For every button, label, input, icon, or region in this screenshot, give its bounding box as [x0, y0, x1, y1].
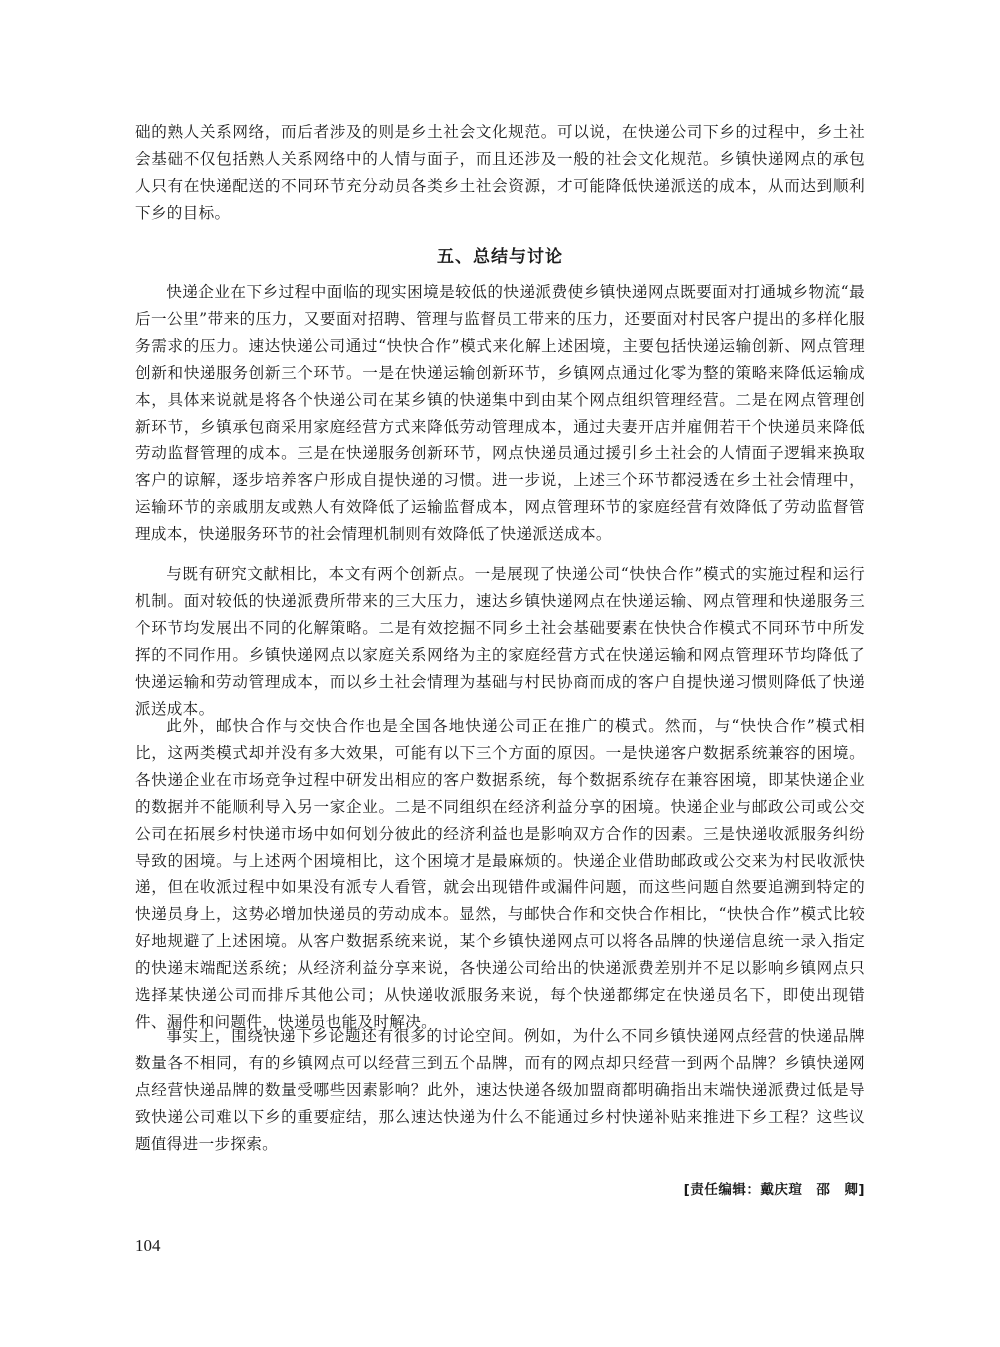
body-paragraph: 快递企业在下乡过程中面临的现实困境是较低的快递派费使乡镇快递网点既要面对打通城乡物流“最后一公里”带来的压力，又要面对招聘、管理与监督员工带来的压力，还要面对村民客户提出的多样化服务需求的压力。速达快递公司通过“快快合作”模式来化解上述困境，主要包括快递运输创新、网点管理创新和快递服务创新三个环节。一是在快递运输创新环节，乡镇网点通过化零为整的策略来降低运输成本，具体来说就是将各个快递公司在某乡镇的快递集中到由某个网点组织管理经营。二是在网点管理创新环节，乡镇承包商采用家庭经营方式来降低劳动管理成本，通过夫妻开店并雇佣若干个快递员来降低劳动监督管理的成本。三是在快递服务创新环节，网点快递员通过援引乡土社会的人情面子逻辑来换取客户的谅解，逐步培养客户形成自提快递的习惯。进一步说，上述三个环节都浸透在乡土社会情理中，运输环节的亲戚朋友或熟人有效降低了运输监督成本，网点管理环节的家庭经营有效降低了劳动监督管理成本，快递服务环节的社会情理机制则有效降低了快递派送成本。	[135, 283, 865, 544]
editor-note: [责任编辑：戴庆瑄 邵 卿]	[683, 1182, 865, 1198]
section-heading: 五、总结与讨论	[437, 247, 563, 267]
body-paragraph: 础的熟人关系网络，而后者涉及的则是乡土社会文化规范。可以说，在快递公司下乡的过程中，乡土社会基础不仅包括熟人关系网络中的人情与面子，而且还涉及一般的社会文化规范。乡镇快递网点的承包人只有在快递配送的不同环节充分动员各类乡土社会资源，才可能降低快递派送的成本，从而达到顺利下乡的目标。	[135, 123, 865, 222]
page-number: 104	[135, 1236, 161, 1255]
body-paragraph: 此外，邮快合作与交快合作也是全国各地快递公司正在推广的模式。然而，与“快快合作”模式相比，这两类模式却并没有多大效果，可能有以下三个方面的原因。一是快递客户数据系统兼容的困境。各快递企业在市场竞争过程中研发出相应的客户数据系统，每个数据系统存在兼容困境，即某快递企业的数据并不能顺利导入另一家企业。二是不同组织在经济利益分享的困境。快递企业与邮政公司或公交公司在拓展乡村快递市场中如何划分彼此的经济利益也是影响双方合作的因素。三是快递收派服务纠纷导致的困境。与上述两个困境相比，这个困境才是最麻烦的。快递企业借助邮政或公交来为村民收派快递，但在收派过程中如果没有派专人看管，就会出现错件或漏件问题，而这些问题自然要追溯到特定的快递员身上，这势必增加快递员的劳动成本。显然，与邮快合作和交快合作相比，“快快合作”模式比较好地规避了上述困境。从客户数据系统来说，某个乡镇快递网点可以将各品牌的快递信息统一录入指定的快递末端配送系统；从经济利益分享来说，各快递公司给出的快递派费差别并不足以影响乡镇网点只选择某快递公司而排斥其他公司；从快递收派服务来说，每个快递都绑定在快递员名下，即使出现错件、漏件和问题件，快递员也能及时解决。	[135, 717, 865, 1031]
body-paragraph: 事实上，围绕快递下乡论题还有很多的讨论空间。例如，为什么不同乡镇快递网点经营的快递品牌数量各不相同，有的乡镇网点可以经营三到五个品牌，而有的网点却只经营一到两个品牌？乡镇快递网点经营快递品牌的数量受哪些因素影响？此外，速达快递各级加盟商都明确指出末端快递派费过低是导致快递公司难以下乡的重要症结，那么速达快递为什么不能通过乡村快递补贴来推进下乡工程？这些议题值得进一步探索。	[135, 1027, 865, 1153]
body-paragraph: 与既有研究文献相比，本文有两个创新点。一是展现了快递公司“快快合作”模式的实施过程和运行机制。面对较低的快递派费所带来的三大压力，速达乡镇快递网点在快递运输、网点管理和快递服务三个环节均发展出不同的化解策略。二是有效挖掘不同乡土社会基础要素在快快合作模式不同环节中所发挥的不同作用。乡镇快递网点以家庭关系网络为主的家庭经营方式在快递运输和网点管理环节均降低了快递运输和劳动管理成本，而以乡土社会情理为基础与村民协商而成的客户自提快递习惯则降低了快递派送成本。	[135, 565, 865, 718]
